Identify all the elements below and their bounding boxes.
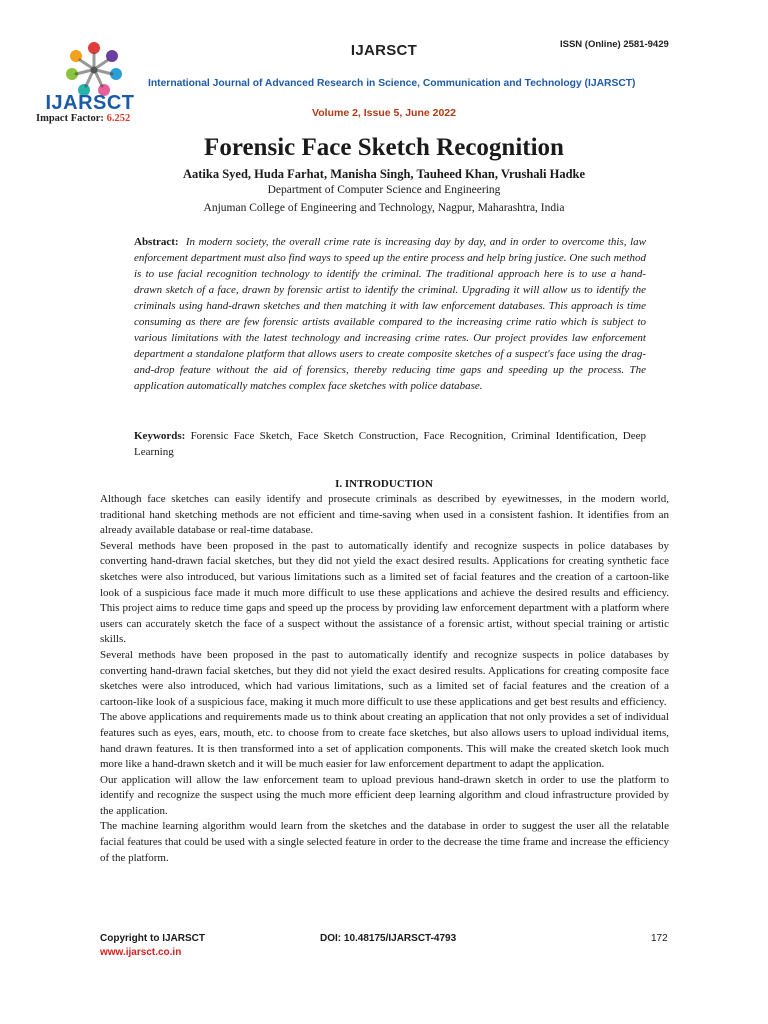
issn: ISSN (Online) 2581-9429 [560,39,669,50]
paper-title: Forensic Face Sketch Recognition [204,134,564,161]
paragraph: Our application will allow the law enforcement team to upload previous hand-drawn sketch in order to use the platform to identify and recognize the suspect using the much more efficient deep learning algorithm and cloud infrastructure provided by the application. [100,773,669,817]
paragraph: Several methods have been proposed in the past to automatically identify and recognize suspects in police databases by converting hand-drawn facial sketches, but they did not yield the exact desired results. Applications for creating synthetic face sketches were also introduced, but various limitations such as a limited set of facial features and the creation of a cartoon-like look of a suspicious face made it much more difficult to use these applications and achieve the desired results and efficiency. This project aims to reduce time gaps and speed up the process by providing law enforcement department with a platform where users can accurately sketch the face of a suspect without the assistance of a forensic artist, without special training or artistic skills. [100,539,669,646]
journal-short-name: IJARSCT [350,42,418,59]
impact-value: 6.252 [106,113,131,124]
introduction-body [100,492,669,866]
footer-doi: DOI: 10.48175/IJARSCT-4793 [320,933,457,944]
keywords [134,428,646,460]
affiliation-college: Anjuman College of Engineering and Technology, Nagpur, Maharashtra, India [203,202,565,214]
page-number: 172 [651,933,668,944]
paragraph: Although face sketches can easily identify and prosecute criminals as described by eyewitnesses, in the modern world, traditional hand sketching methods are not efficient and time-saving when used in a consistent fashion. It identifies from an already available database or real-time database. [100,493,669,537]
authors: Aatika Syed, Huda Farhat, Manisha Singh, Tauheed Khan, Vrushali Hadke [182,167,586,181]
keywords-label: Keywords: [134,430,186,442]
abstract-text: In modern society, the overall crime rate is increasing day by day, and in order to overcome this, law enforcement department must also find ways to speed up the entire process and help bring justice. One such method is to use facial recognition technology to identify the criminal. The traditional approach here is to use a hand-drawn sketch of a face, drawn by forensic artist to identify the criminal. Upgrading it will allow us to identify the criminals using hand-drawn sketches and then matching it with law enforcement databases. This approach is time consuming as there are few forensic artists available compared to the increasing crime ratio which is subject to various limitations with the latest technology and increasing crime rates. Our project provides law enforcement department a standalone platform that allows users to create composite sketches of a suspect's face using the drag-and-drop feature without the aid of forensics, thereby reducing time gaps and speeding up the process. The application automatically matches complex face sketches with police database. [134,236,646,392]
logo-text: IJARSCT [45,92,135,114]
impact-label: Impact Factor: [36,113,107,124]
paragraph: Several methods have been proposed in the past to automatically identify and recognize suspects in police databases by converting hand-drawn facial sketches, but they did not yield the exact desired results. Applications for creating composite face sketches were also introduced, which had various limitations, such as a limited set of facial features and the creation of a cartoon-like look of a suspicious face, making it much more difficult to use these applications and get best results and efficiency. [100,648,669,708]
affiliation-department: Department of Computer Science and Engineering [267,184,501,196]
footer-url-link[interactable]: www.ijarsct.co.in [100,947,182,958]
section-heading: I. INTRODUCTION [335,478,433,490]
volume-issue: Volume 2, Issue 5, June 2022 [312,107,456,119]
paragraph: The machine learning algorithm would learn from the sketches and the database in order to suggest the user all the relatable facial features that could be used with a single selected feature in order to the decrease the time frame and increase the efficiency of the platform. [100,820,669,864]
abstract [134,234,646,394]
keywords-text: Forensic Face Sketch, Face Sketch Construction, Face Recognition, Criminal Identification, Deep Learning [134,430,647,458]
journal-full-name: International Journal of Advanced Research in Science, Communication and Technology (IJARSCT) [148,78,636,89]
paragraph: The above applications and requirements made us to think about creating an application that not only provides a set of individual features such as eyes, ears, mouth, etc. to choose from to create face sketches, but also allows users to upload individual items, hand drawn features. It is then transformed into a set of application components. This will make the created sketch look much more like a hand-drawn sketch and it will be much easier for law enforcement department to adapt the application. [100,711,669,771]
abstract-label: Abstract: [134,236,179,248]
footer-copyright: Copyright to IJARSCT [100,933,205,944]
